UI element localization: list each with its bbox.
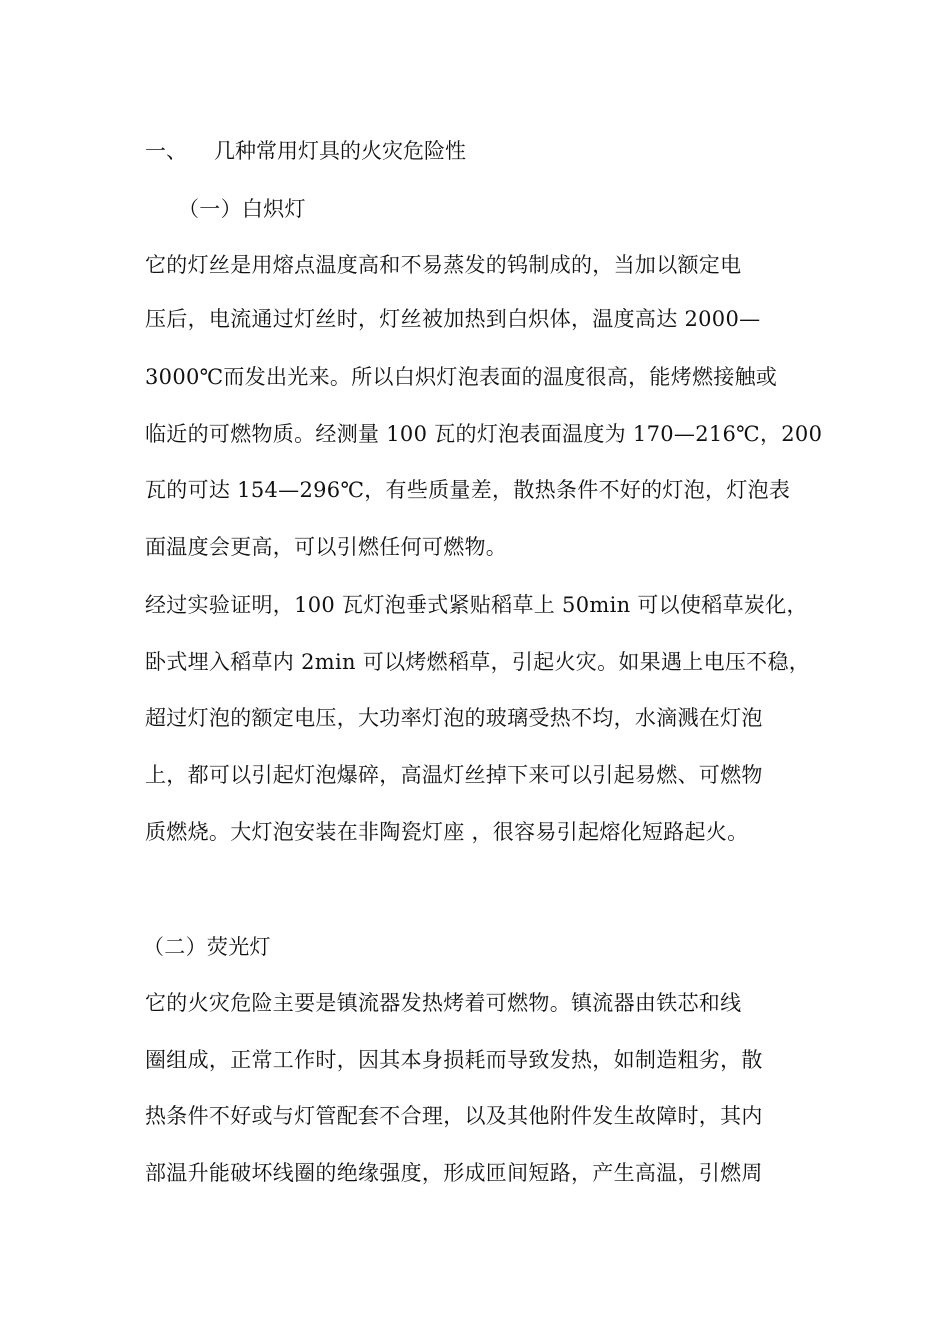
paragraph-line: 它的火灾危险主要是镇流器发热烤着可燃物。镇流器由铁芯和线 [145, 991, 742, 1015]
paragraph-line: 临近的可燃物质。经测量 100 瓦的灯泡表面温度为 170—216℃，200 [145, 422, 823, 446]
paragraph-line: 部温升能破坏线圈的绝缘强度，形成匝间短路，产生高温，引燃周 [145, 1161, 763, 1185]
paragraph-line: 它的灯丝是用熔点温度高和不易蒸发的钨制成的，当加以额定电 [145, 253, 742, 277]
paragraph-line: 经过实验证明，100 瓦灯泡垂式紧贴稻草上 50min 可以使稻草炭化， [145, 593, 808, 617]
paragraph-line: 压后，电流通过灯丝时，灯丝被加热到白炽体，温度高达 2000— [145, 307, 761, 331]
paragraph-line: 圈组成，正常工作时，因其本身损耗而导致发热，如制造粗劣，散 [145, 1048, 763, 1072]
paragraph-line: 上，都可以引起灯泡爆碎，高温灯丝掉下来可以引起易燃、可燃物 [145, 763, 763, 787]
section-title: 几种常用灯具的火灾危险性 [214, 139, 466, 163]
paragraph-line: 超过灯泡的额定电压，大功率灯泡的玻璃受热不均，水滴溅在灯泡 [145, 706, 763, 730]
paragraph-line: 瓦的可达 154—296℃，有些质量差，散热条件不好的灯泡，灯泡表 [145, 478, 791, 502]
paragraph-line: 质燃烧。大灯泡安装在非陶瓷灯座 ，很容易引起熔化短路起火。 [145, 820, 749, 844]
subsection-heading-incandescent: （一）白炽灯 [178, 197, 306, 221]
section-number: 一、 [145, 139, 187, 163]
paragraph-line: 热条件不好或与灯管配套不合理，以及其他附件发生故障时，其内 [145, 1104, 763, 1128]
subsection-heading-fluorescent: （二）荧光灯 [143, 935, 271, 959]
paragraph-line: 3000℃而发出光来。所以白炽灯泡表面的温度很高，能烤燃接触或 [145, 365, 778, 389]
paragraph-line: 卧式埋入稻草内 2min 可以烤燃稻草，引起火灾。如果遇上电压不稳， [145, 650, 811, 674]
paragraph-line: 面温度会更高，可以引燃任何可燃物。 [145, 535, 508, 559]
